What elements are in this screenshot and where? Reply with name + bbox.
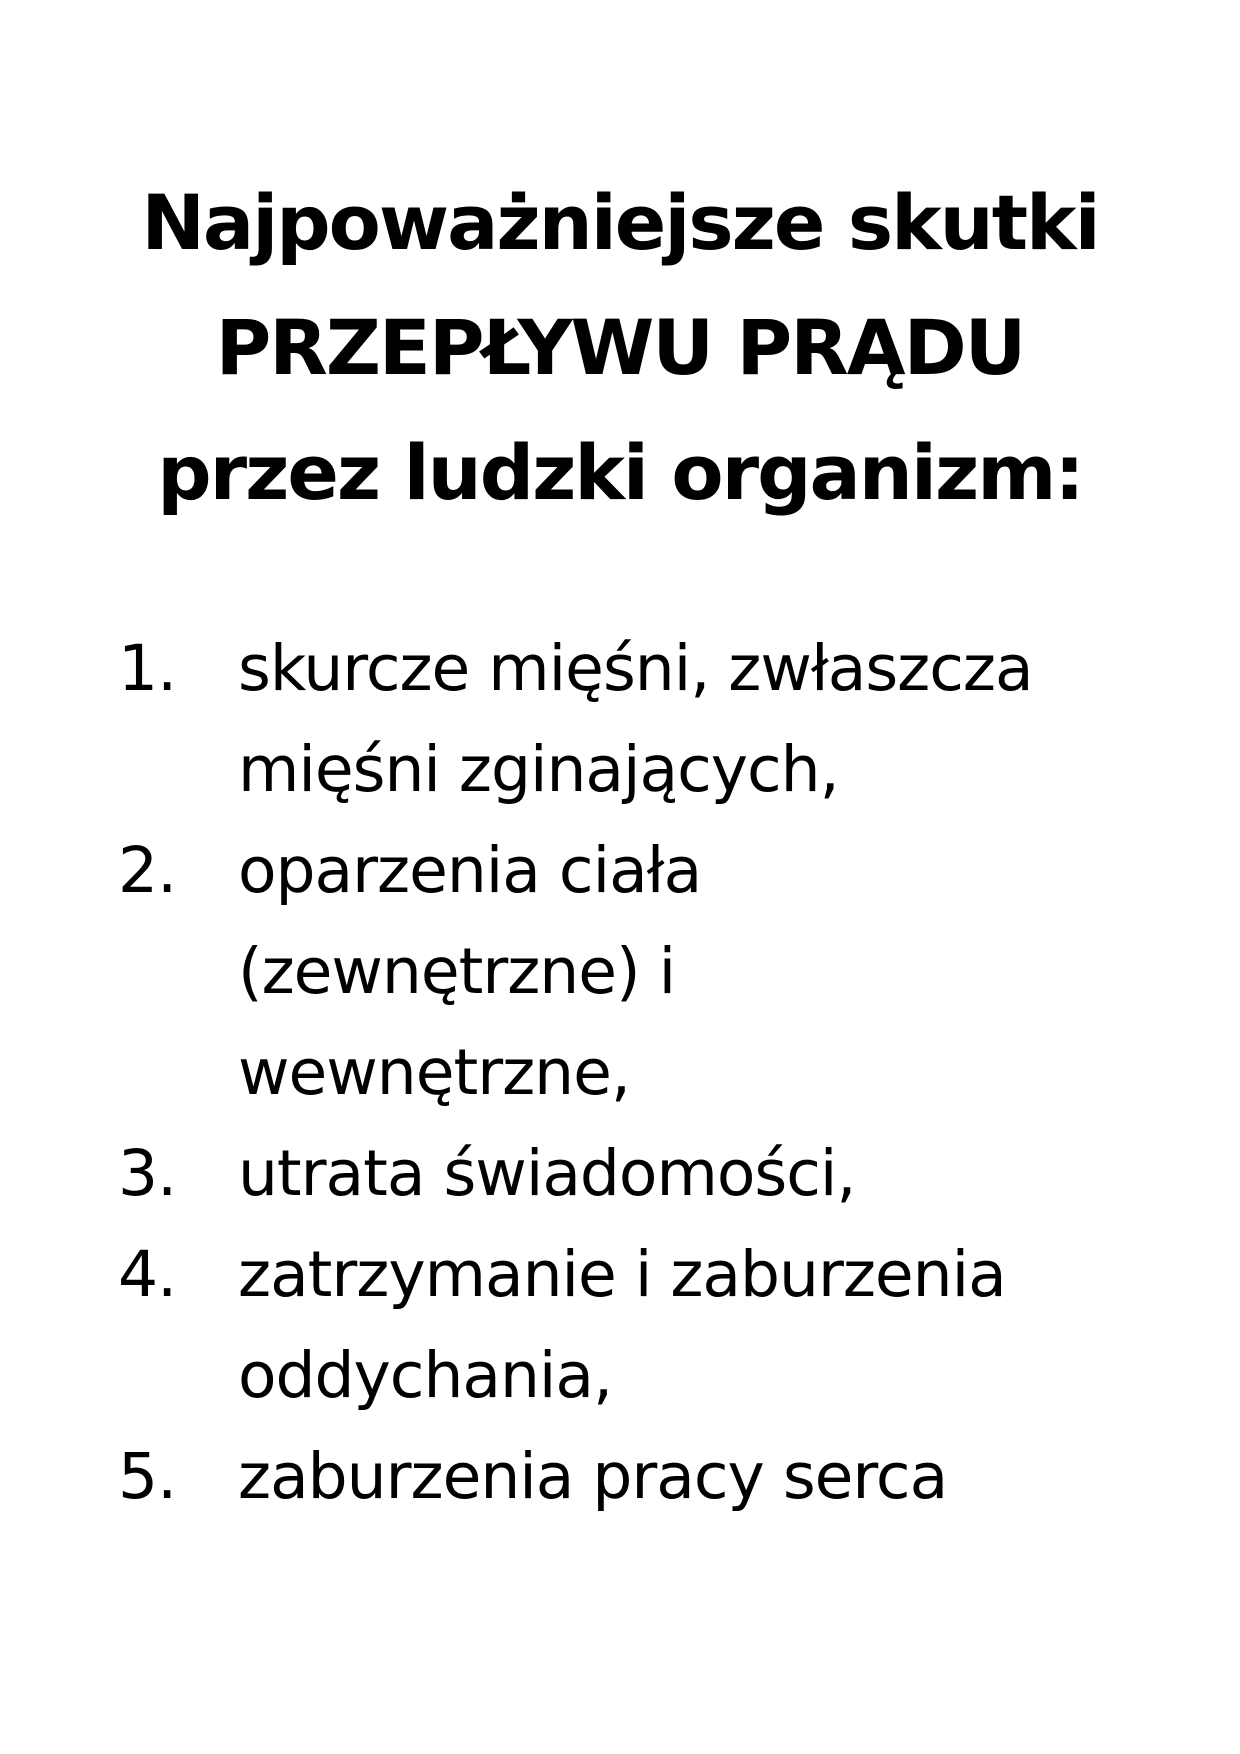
list-item-line: wewnętrzne, [238,1036,630,1109]
list-item-line: oparzenia ciała [238,834,702,907]
list-item-text [238,1426,1178,1527]
list-item-text [238,820,1178,1123]
list-item [118,1426,1178,1527]
title-line: przez ludzki organizm: [157,428,1083,517]
list-item-line: zaburzenia pracy serca [238,1440,948,1513]
list-item-line: (zewnętrzne) i [238,935,676,1008]
list-item [118,618,1178,820]
list-item-number: 2. [118,834,177,907]
list-item-line: mięśni zginających, [238,733,839,806]
effects-list [118,618,1178,1527]
title-line: PRZEPŁYWU PRĄDU [215,303,1025,392]
list-item-text [238,1123,1178,1224]
list-item-number: 4. [118,1238,177,1311]
list-item [118,1224,1178,1426]
list-item-line: skurcze mięśni, zwłaszcza [238,632,1033,705]
page-title [0,160,1240,535]
list-item-line: oddychania, [238,1339,613,1412]
title-line: Najpoważniejsze skutki [141,178,1099,267]
list-item-text [238,1224,1178,1426]
list-item-number: 5. [118,1440,177,1513]
list-item-text [238,618,1178,820]
list-item [118,1123,1178,1224]
list-item [118,820,1178,1123]
list-item-line: zatrzymanie i zaburzenia [238,1238,1006,1311]
list-item-number: 3. [118,1137,177,1210]
list-item-line: utrata świadomości, [238,1137,856,1210]
list-item-number: 1. [118,632,177,705]
